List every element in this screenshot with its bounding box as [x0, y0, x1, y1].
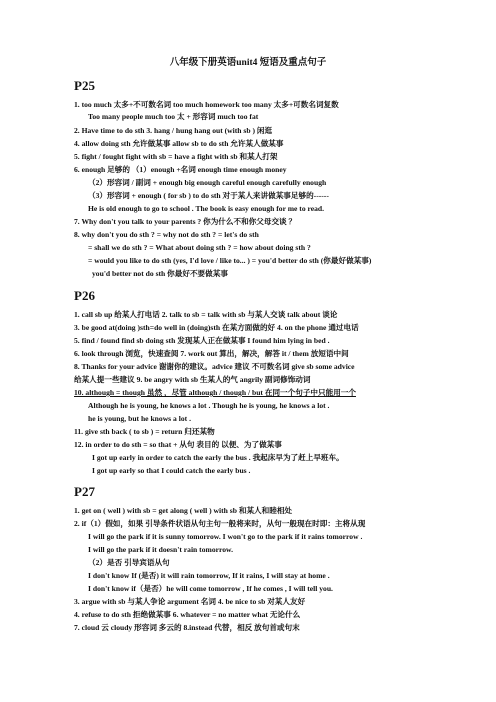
text-line: Too many people much too 太 + 形容词 much too fat	[88, 112, 259, 121]
text-line: I don't know If (是否) it will rain tomorrow, If it rains, I will stay at home .	[88, 571, 330, 580]
text-line: 7. cloud 云 cloudy 形容词 多云的 8.instead 代替，相反 放句首或句末	[74, 623, 300, 632]
text-line: （2）形容词 / 副词 + enough big enough careful enough carefully enough	[88, 178, 327, 187]
text-line: I will go the park if it doesn't rain tomorrow.	[88, 545, 233, 554]
text-line: 7. Why don't you talk to your parents ? 你为什么不和你父母交谈 ？	[74, 217, 297, 226]
text-line: 1. too much 太多+不可数名词 too much homework too many 太多+可数名词复数	[74, 100, 339, 109]
text-line: 2. Have time to do sth 3. hang / hung hang out (with sb ) 闲逛	[74, 126, 273, 135]
text-line: 5. find / found find sb doing sth 发现某人正在做某事 I found him lying in bed .	[74, 336, 330, 345]
text-line: Although he is young, he knows a lot . Though he is young, he knows a lot .	[88, 401, 330, 410]
text-line: you'd better not do sth 你最好不要做某事	[92, 269, 228, 278]
text-line: 2. if（1）假如，如果 引导条件状语从句主句一般将来时，从句一般现在时即：主将从现	[74, 519, 366, 528]
text-line: 4. refuse to do sth 拒绝做某事 6. whatever = no matter what 无论什么	[74, 610, 301, 619]
section-heading-p26: P26	[74, 288, 95, 303]
text-line: 5. fight / fought fight with sb = have a fight with sb 和某人打架	[74, 152, 278, 161]
text-line: He is old enough to go to school . The book is easy enough for me to read.	[88, 204, 325, 213]
text-line: = would you like to do sth (yes, I'd love / like to... ) = you'd better do sth (你最好做某事)	[88, 256, 372, 265]
text-line: he is young, but he knows a lot .	[88, 414, 191, 423]
text-line: 3. be good at(doing )sth=do well in (doing)sth 在某方面做的好 4. on the phone 通过电话	[74, 323, 359, 332]
text-line: = shall we do sth ? = What about doing sth ? = how about doing sth ?	[88, 243, 311, 252]
text-line: 8. why don't you do sth ? = why not do sth ? = let's do sth	[74, 230, 259, 239]
text-line: （3）形容词 + enough ( for sb ) to do sth 对于某人来讲做某事足够的------	[88, 191, 329, 200]
text-line: 11. give sth back ( to sb ) = return 归还某物	[74, 427, 215, 436]
text-line: 1. call sb up 给某人打电话 2. talk to sb = talk with sb 与某人交谈 talk about 谈论	[74, 310, 338, 319]
text-line: 给某人提一些建议 9. be angry with sb 生某人的气 angrily 副词修饰动词	[74, 375, 311, 384]
text-line: I will go the park if it is sunny tomorrow. I won't go to the park if it rains tomorrow .	[88, 532, 363, 541]
document-title: 八年级下册英语unit4 短语及重点句子	[169, 58, 327, 68]
text-line: 3. argue with sb 与某人争论 argument 名词 4. be nice to sb 对某人友好	[74, 597, 306, 606]
text-line: I got up early in order to catch the early the bus . 我起床早为了赶上早班车。	[92, 453, 344, 462]
text-line: I got up early so that I could catch the early bus .	[92, 466, 251, 475]
text-line: 1. get on ( well ) with sb = get along ( well ) with sb 和某人和睦相处	[74, 506, 293, 515]
text-line: 8. Thanks for your advice 谢谢你的建议。advice 建议 不可数名词 give sb some advice	[74, 362, 355, 371]
text-line: （2）是否 引导宾语从句	[88, 558, 170, 567]
section-heading-p27: P27	[74, 484, 95, 499]
text-line: 4. allow doing sth 允许做某事 allow sb to do sth 允许某人做某事	[74, 139, 284, 148]
text-line: 6. enough 足够的 （1）enough +名词 enough time enough money	[74, 165, 287, 174]
text-line: 12. in order to do sth = so that + 从句 表目的 以便、为了做某事	[74, 440, 282, 449]
text-line: I don't know if（是否）he will come tomorrow , If he comes , I will tell you.	[88, 584, 333, 593]
section-heading-p25: P25	[74, 78, 95, 93]
text-line: 10. although = though 虽然 ，尽管 although / though / but 在同一个句子中只能用一个	[74, 388, 356, 397]
text-line: 6. look through 浏览，快速查阅 7. work out 算出，解决，解答 it / them 放短语中间	[74, 349, 349, 358]
